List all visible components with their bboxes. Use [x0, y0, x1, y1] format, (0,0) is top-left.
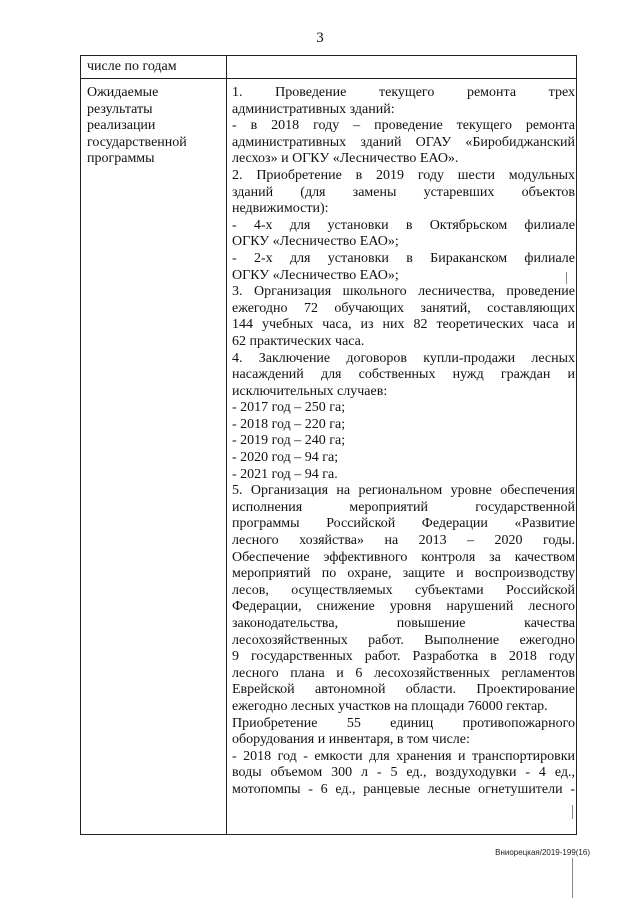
content-line: недвижимости): — [232, 201, 329, 217]
content-line: зданий (для замены устаревших объектов — [232, 184, 575, 200]
content-line: - 2018 год - емкости для хранения и транспортировки — [232, 748, 575, 764]
content-line: административных зданий ОГАУ «Биробиджанский — [232, 134, 575, 150]
footer-document-code: Вниорецкая/2019-199(16) — [495, 848, 590, 857]
document-table — [80, 55, 577, 835]
row2-label-line: государственной — [87, 134, 187, 150]
content-line: Обеспечение эффективного контроля за качеством — [232, 549, 575, 565]
row2-label — [87, 85, 222, 168]
content-line: лесов, осуществляемых субъектами Российской — [232, 582, 575, 598]
content-line: насаждений для собственных нужд граждан и — [232, 367, 575, 383]
content-line: - 2020 год – 94 га; — [232, 450, 339, 466]
content-line: лесохозяйственных работ. Выполнение ежегодно — [232, 632, 575, 648]
scan-artifact-mark — [572, 858, 573, 898]
content-line: лесного плана и 6 лесохозяйственных регламентов — [232, 665, 575, 681]
content-line: мотопомпы - 6 ед., ранцевые лесные огнетушители - — [232, 781, 575, 797]
content-line: лесного хозяйства» на 2013 – 2020 годы. — [232, 533, 575, 549]
content-line: 1. Проведение текущего ремонта трех — [232, 85, 575, 100]
content-line: законодательства, повышение качества — [232, 616, 575, 631]
row2-label-line: Ожидаемые — [87, 85, 159, 100]
content-line: 62 практических часа. — [232, 333, 365, 349]
content-line: - в 2018 году – проведение текущего ремонта — [232, 118, 575, 134]
content-line: 3. Организация школьного лесничества, проведение — [232, 284, 575, 300]
content-line: - 2017 год – 250 га; — [232, 400, 346, 416]
content-line: Приобретение 55 единиц противопожарного — [232, 715, 575, 731]
scan-artifact-mark — [572, 805, 573, 819]
content-line: 144 учебных часа, из них 82 теоретических часа и — [232, 317, 575, 333]
content-line: 4. Заключение договоров купли-продажи лесных — [232, 350, 575, 366]
column-divider — [226, 56, 227, 834]
content-line: административных зданий: — [232, 101, 395, 117]
row2-label-line: реализации — [87, 118, 156, 134]
content-line: ОГКУ «Лесничество ЕАО»; — [232, 234, 399, 250]
content-line: Еврейской автономной области. Проектирование — [232, 682, 575, 698]
content-line: исключительных случаев: — [232, 383, 388, 399]
content-line: программы Российской Федерации «Развитие — [232, 516, 575, 532]
content-line: 5. Организация на региональном уровне обеспечения — [232, 483, 575, 499]
content-line: лесхоз» и ОГКУ «Лесничество ЕАО». — [232, 151, 459, 167]
content-line: - 2021 год – 94 га. — [232, 466, 338, 482]
content-line: ОГКУ «Лесничество ЕАО»; — [232, 267, 399, 283]
content-line: 9 государственных работ. Разработка в 2018 году — [232, 649, 575, 665]
page-number: 3 — [316, 30, 324, 46]
row1-label: числе по годам — [87, 59, 177, 74]
content-line: Федерации, снижение уровня нарушений лесного — [232, 599, 575, 615]
content-line: - 2-х для установки в Бираканском филиале — [232, 250, 575, 266]
content-line: - 4-х для установки в Октябрьском филиале — [232, 217, 575, 233]
content-line: оборудования и инвентаря, в том числе: — [232, 732, 470, 748]
content-line: - 2019 год – 240 га; — [232, 433, 346, 449]
row-divider — [81, 78, 576, 79]
content-line: ежегодно лесных участков на площади 76000 гектар. — [232, 698, 548, 714]
content-line: 2. Приобретение в 2019 году шести модульных — [232, 167, 575, 183]
expected-results-content — [232, 85, 575, 799]
row2-label-line: программы — [87, 151, 155, 167]
scan-artifact-mark — [566, 272, 567, 284]
content-line: исполнения мероприятий государственной — [232, 499, 575, 515]
content-line: воды объемом 300 л - 5 ед., воздуходувки - 4 ед., — [232, 765, 575, 781]
content-line: мероприятий по охране, защите и воспроизводству — [232, 566, 575, 582]
content-line: ежегодно 72 обучающих занятий, составляющих — [232, 300, 575, 316]
row2-label-line: результаты — [87, 101, 153, 117]
content-line: - 2018 год – 220 га; — [232, 416, 346, 432]
